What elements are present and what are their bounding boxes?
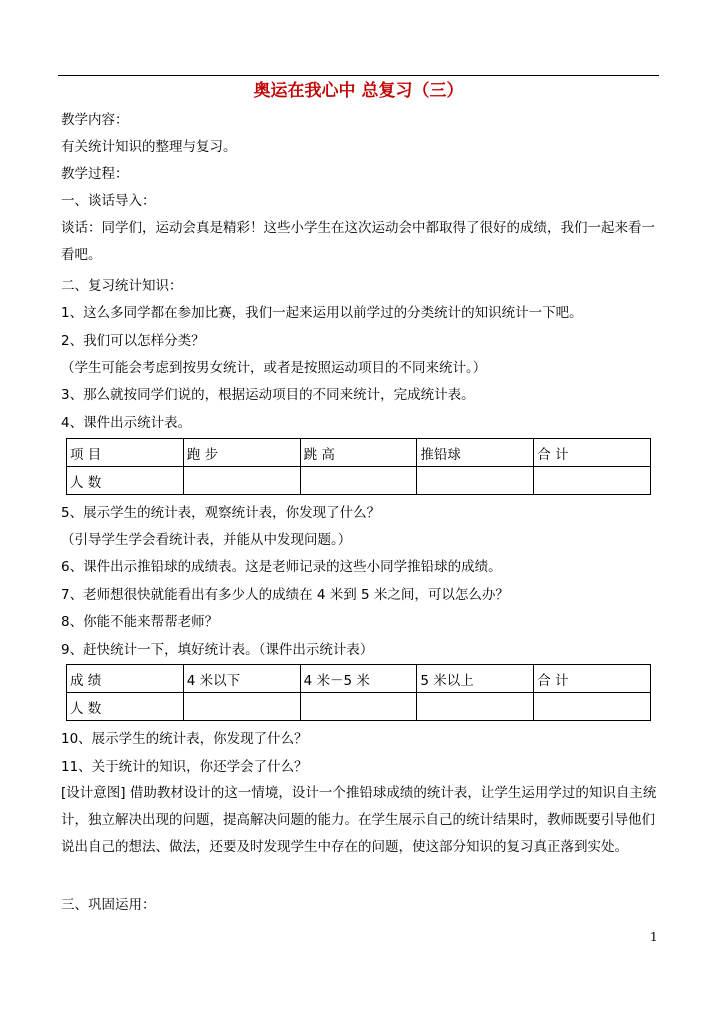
header-rule [58,75,659,76]
stats-table-scores [66,664,651,721]
text-line: 2、我们可以怎样分类？ [61,333,205,349]
table-cell: 5 米以上 [417,665,534,693]
table-cell: 合 计 [534,665,651,693]
table-cell: 人 数 [67,693,184,721]
text-line: 5、展示学生的统计表，观察统计表，你发现了什么？ [61,505,381,521]
document-title: 奥运在我心中 总复习（三） [253,81,464,101]
text-line: 有关统计知识的整理与复习。 [61,139,237,155]
table-cell[interactable] [534,693,651,721]
text-line: 10、展示学生的统计表，你发现了什么？ [61,731,308,747]
table-cell: 跑 步 [183,439,300,467]
table-cell: 成 绩 [67,665,184,693]
table-row [67,693,651,721]
table-row [67,439,651,467]
table-cell[interactable] [300,693,417,721]
text-line: 11、关于统计的知识，你还学会了什么？ [61,759,308,775]
table-cell: 跳 高 [300,439,417,467]
text-line: 1、这么多同学都在参加比赛，我们一起来运用以前学过的分类统计的知识统计一下吧。 [61,305,583,321]
text-line: 8、你能不能来帮帮老师？ [61,614,219,630]
table-cell: 4 米－5 米 [300,665,417,693]
text-line: 一、谈话导入： [61,193,156,209]
design-intent-paragraph: [设计意图] 借助教材设计的这一情境，设计一个推铅球成绩的统计表，让学生运用学过的知识自主统计，独立解决出现的问题，提高解决问题的能力。在学生展示自己的统计结果时，教师既要引导他们说出自己的想法、做法，还要及时发现学生中存在的问题，使这部分知识的复习真正落到实处。 [61,785,657,855]
text-line: 教学内容： [61,112,129,128]
table-cell[interactable] [417,467,534,495]
text-line: 6、课件出示推铅球的成绩表。这是老师记录的这些小同学推铅球的成绩。 [61,559,502,575]
text-line: 4、课件出示统计表。 [61,415,192,431]
table-cell: 合 计 [534,439,651,467]
table-cell: 项 目 [67,439,184,467]
table-cell[interactable] [183,693,300,721]
text-line: 二、复习统计知识： [61,278,183,294]
stats-table-events [66,438,651,495]
text-line: 9、赶快统计一下，填好统计表。（课件出示统计表） [61,642,374,658]
page-number: 1 [650,930,658,944]
text-line: 三、巩固运用： [61,897,156,913]
text-line: 3、那么就按同学们说的，根据运动项目的不同来统计，完成统计表。 [61,387,475,403]
table-cell[interactable] [417,693,534,721]
table-cell: 推铅球 [417,439,534,467]
table-cell: 4 米以下 [183,665,300,693]
text-line: 教学过程： [61,166,129,182]
table-row [67,665,651,693]
table-cell[interactable] [183,467,300,495]
table-cell[interactable] [300,467,417,495]
text-line: 7、老师想很快就能看出有多少人的成绩在 4 米到 5 米之间，可以怎么办？ [61,587,509,603]
text-line: （学生可能会考虑到按男女统计，或者是按照运动项目的不同来统计。） [61,360,487,376]
table-row [67,467,651,495]
text-paragraph: 谈话：同学们，运动会真是精彩！这些小学生在这次运动会中都取得了很好的成绩，我们一起来看一看吧。 [61,220,655,263]
table-cell[interactable] [534,467,651,495]
table-cell: 人 数 [67,467,184,495]
text-line: （引导学生学会看统计表，并能从中发现问题。） [61,532,352,548]
